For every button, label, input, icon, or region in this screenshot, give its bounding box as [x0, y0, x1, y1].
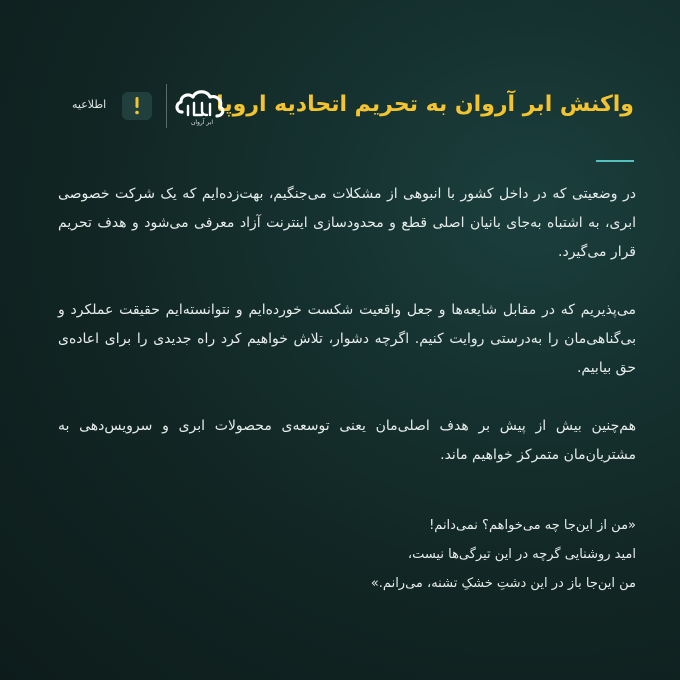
- logo-name: [228, 86, 229, 87]
- header-divider: [166, 84, 167, 128]
- paragraph-3: هم‌چنین بیش از پیش بر هدف اصلی‌مان یعنی توسعه‌ی محصولات ابری و سرویس‌دهی به مشتریان‌مان متمرکز خواهیم ماند.: [58, 418, 636, 463]
- notice-label: اطلاعیه: [72, 98, 107, 111]
- exclamation-icon: [134, 97, 140, 115]
- poem-line-3: من این‌جا باز در این دشتِ خشکِ تشنه، می‌رانم.»: [370, 576, 636, 591]
- header: [72, 82, 634, 130]
- page-title: واکنش ابر آروان به تحریم اتحادیه اروپا: [216, 92, 634, 117]
- statement-body: [58, 180, 636, 499]
- poem-quote: [371, 511, 636, 598]
- poem-line-2: امید روشنایی گرچه در این تیرگی‌ها نیست،: [407, 547, 636, 562]
- logo-subtitle: ابر آروان: [190, 119, 214, 126]
- arvan-logo: [172, 86, 228, 128]
- paragraph-2: می‌پذیریم که در مقابل شایعه‌ها و جعل واقعیت شکست خورده‌ایم و نتوانسته‌ایم حقیقت عملکرد و بی‌گناهی‌مان را به‌درستی روایت کنیم. اگرچه دشوار، تلاش خواهیم کرد راه جدیدی را برای اعاده‌ی حق بیابیم.: [58, 302, 636, 376]
- paragraph-1: در وضعیتی که در داخل کشور با انبوهی از مشکلات می‌جنگیم، بهت‌زده‌ایم که یک شرکت خصوصی ابری، به اشتباه به‌جای بانیان اصلی قطع و محدودسازی اینترنت آزاد معرفی می‌شود و هدف تحریم قرار می‌گیرد.: [58, 186, 636, 260]
- accent-divider: [596, 160, 634, 162]
- poem-line-1: «من از این‌جا چه می‌خواهم؟ نمی‌دانم!: [429, 518, 636, 533]
- notice-badge: [122, 92, 152, 120]
